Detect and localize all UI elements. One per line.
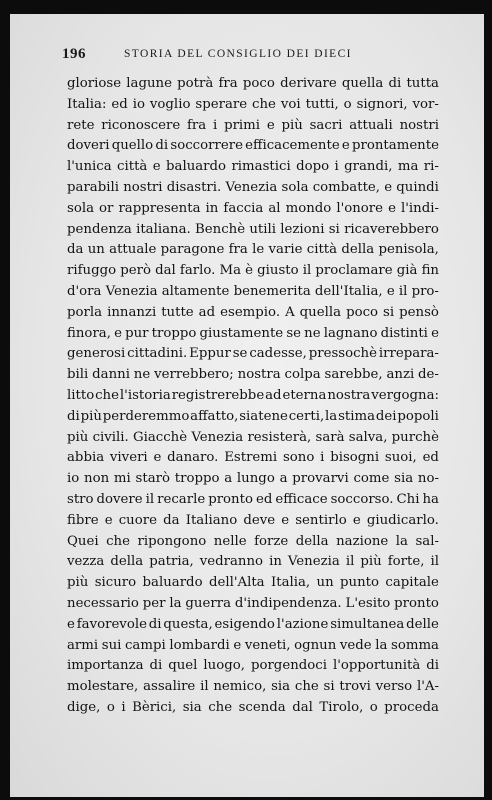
text-line: più civili. Giacchè Venezia resisterà, sarà salva, purchè (67, 429, 439, 445)
running-title: STORIA DEL CONSIGLIO DEI DIECI (124, 48, 352, 60)
text-line: d'ora Venezia altamente benemerita dell'Italia, e il pro- (67, 283, 439, 299)
text-line: fibre e cuore da Italiano deve e sentirlo e giudicarlo. (67, 512, 439, 528)
text-line: io non mi starò troppo a lungo a provarvi come sia no- (67, 471, 439, 487)
text-line: generosi cittadini. Eppur se cadesse, pressochè irrepara- (67, 346, 439, 362)
page-header (62, 46, 452, 64)
text-line: necessario per la guerra d'indipendenza. L'esito pronto (67, 595, 439, 611)
text-line: parabili nostri disastri. Venezia sola combatte, e quindi (67, 179, 439, 195)
text-line: pendenza italiana. Benchè utili lezioni si ricaverebbero (67, 221, 439, 237)
text-line: vezza della patria, vedranno in Venezia il più forte, il (67, 554, 439, 570)
text-line: dige, o i Bèrici, sia che scenda dal Tirolo, o proceda (67, 699, 439, 715)
text-line: sola or rappresenta in faccia al mondo l'onore e l'indi- (67, 200, 439, 216)
book-page (10, 14, 484, 797)
text-line: più sicuro baluardo dell'Alta Italia, un punto capitale (67, 575, 439, 591)
text-line: di più perderemmo affatto, siatene certi, la stima dei popoli (67, 408, 439, 424)
text-line: Quei che ripongono nelle forze della nazione la sal- (67, 533, 439, 549)
text-line: gloriose lagune potrà fra poco derivare quella di tutta (67, 76, 439, 91)
body-text (67, 74, 439, 719)
text-line: stro dovere il recarle pronto ed efficace soccorso. Chi ha (67, 491, 439, 507)
text-line: porla innanzi tutte ad esempio. A quella poco si pensò (67, 304, 439, 320)
text-line: molestare, assalire il nemico, sia che si trovi verso l'A- (67, 679, 439, 695)
text-line: Italia: ed io voglio sperare che voi tutti, o signori, vor- (67, 96, 439, 112)
text-line: da un attuale paragone fra le varie città della penisola, (67, 242, 439, 258)
text-line: rete riconoscere fra i primi e più sacri attuali nostri (67, 117, 439, 133)
page-number: 196 (62, 46, 86, 62)
text-line: e favorevole di questa, esigendo l'azione simultanea delle (67, 616, 439, 632)
text-line: bili danni ne verrebbero; nostra colpa sarebbe, anzi de- (67, 367, 439, 383)
text-line: l'unica città e baluardo rimastici dopo i grandi, ma ri- (67, 159, 439, 175)
text-line: abbia viveri e danaro. Estremi sono i bisogni suoi, ed (67, 450, 439, 466)
text-line: doveri quello di soccorrere efficacemente e prontamente (67, 138, 439, 154)
text-line: rifuggo però dal farlo. Ma è giusto il proclamare già fin (67, 263, 439, 279)
text-line: armi sui campi lombardi e veneti, ognun vede la somma (67, 637, 439, 653)
text-line: finora, e pur troppo giustamente se ne lagnano distinti e (67, 325, 439, 341)
text-line: importanza di quel luogo, porgendoci l'opportunità di (67, 658, 439, 674)
text-line: litto che l'istoria registrerebbe ad eterna nostra vergogna: (67, 387, 439, 403)
